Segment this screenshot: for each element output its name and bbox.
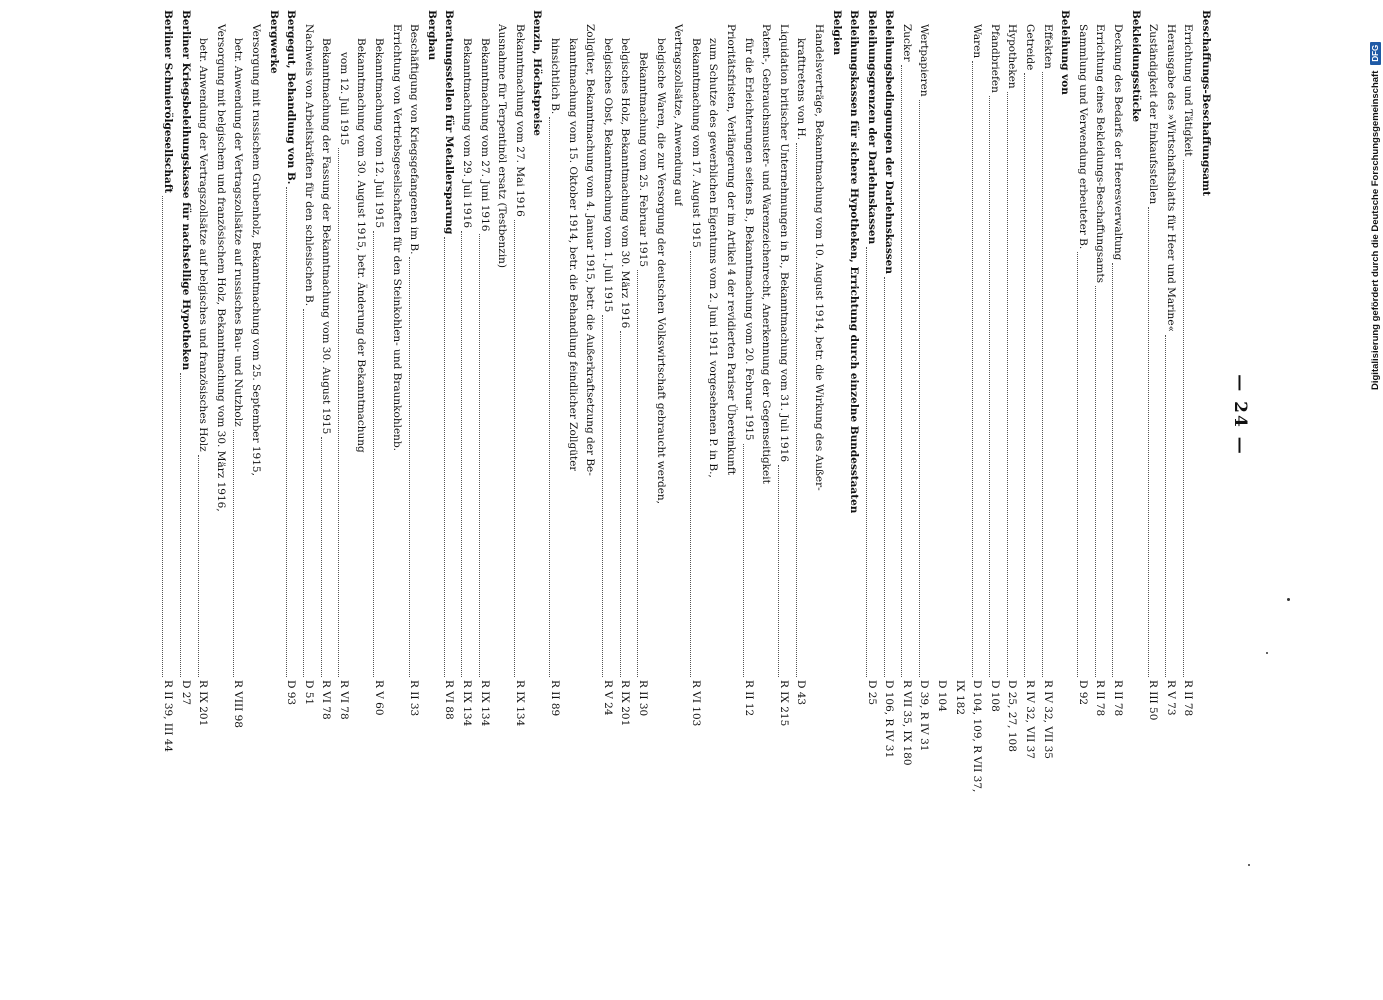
entry-reference: D 25, 27, 108 <box>1006 680 1019 752</box>
entry-term: Berliner Kriegsbeleihungskasse für nachstellige Hypotheken <box>179 10 192 371</box>
leader-dots <box>743 444 744 677</box>
entry-term: Nachweis von Arbeitskräften für den schlesischen B. <box>302 24 315 307</box>
entry-reference: R II 30 <box>637 680 649 717</box>
entry-reference: D 25 <box>865 680 878 706</box>
digitization-credit <box>1364 10 1383 390</box>
index-entry <box>405 10 423 820</box>
entry-reference: R II 33 <box>408 680 421 717</box>
leader-dots <box>444 237 445 677</box>
index-entry <box>915 10 933 820</box>
index-entry <box>845 10 863 820</box>
leader-dots <box>286 187 287 677</box>
entry-reference: R VI 88 <box>443 680 456 720</box>
leader-dots <box>690 251 691 677</box>
leader-dots <box>796 143 797 677</box>
entry-reference: R V 24 <box>601 680 614 716</box>
entry-reference: R II 78 <box>1094 680 1107 717</box>
index-entry <box>633 10 651 820</box>
rotated-index-sheet <box>110 10 1250 820</box>
index-entry <box>282 10 300 820</box>
entry-reference: IX 182 <box>953 680 966 716</box>
index-entry <box>387 10 405 820</box>
leader-dots <box>549 117 550 677</box>
index-entry <box>528 10 546 820</box>
leader-dots <box>901 65 902 677</box>
entry-reference: D 108 <box>988 680 1001 712</box>
entry-term: betr. Anwendung der Vertragszollsätze auf belgisches und französisches Holz <box>197 38 210 452</box>
leader-dots <box>514 220 515 677</box>
index-entry <box>774 10 792 820</box>
entry-term: Bekanntmachung vom 30. August 1915, betr. Änderung der Bekanntmachung <box>355 38 368 453</box>
entry-term: Wertpapieren <box>918 24 931 97</box>
entry-term: Bekanntmachung vom 27. Juni 1916 <box>478 38 491 232</box>
leader-dots <box>374 231 375 677</box>
entry-term: Beschaffungs-Beschaffungsamt <box>1200 10 1212 196</box>
entry-term: vom 12. Juli 1915 <box>337 52 350 146</box>
entry-term: Zuständigkeit der Einkaufsstellen <box>1147 24 1160 205</box>
leader-dots <box>866 247 867 677</box>
entry-term: Errichtung eines Bekleidungs-Beschaffungsamts <box>1094 24 1107 284</box>
index-entry <box>739 10 757 820</box>
leader-dots <box>778 465 779 677</box>
index-entry <box>616 10 634 820</box>
entry-term: Patent-, Gebrauchsmuster- und Warenzeichenrecht, Anerkennung der Gegenseitigkeit <box>760 24 773 484</box>
index-entry <box>211 10 229 820</box>
entry-reference: R IV 32, VII 37 <box>1024 680 1037 759</box>
index-entry <box>897 10 915 820</box>
index-entry <box>1179 10 1197 820</box>
entry-reference: D 39, R IV 31 <box>918 680 931 752</box>
index-entry <box>827 10 845 820</box>
index-entry <box>1126 10 1144 820</box>
index-entry <box>792 10 810 820</box>
entry-term: Beratungsstellen für Metallersparung <box>443 10 456 235</box>
index-entry <box>1144 10 1162 820</box>
index-entry <box>1038 10 1056 820</box>
entry-term: für die Erleichterungen seitens B., Bekanntmachung vom 20. Februar 1915 <box>742 38 755 441</box>
entry-term: Beleihungsbedingungen der Darlehnskassen <box>883 10 896 274</box>
index-entries <box>158 10 1214 820</box>
index-entry <box>669 10 687 820</box>
entry-reference: D 93 <box>285 680 298 706</box>
index-entry <box>809 10 827 820</box>
entry-reference: R II 12 <box>742 680 755 717</box>
entry-reference: R II 78 <box>1182 680 1195 717</box>
entry-term: Benzin, Höchstpreise <box>531 10 544 136</box>
entry-reference: R IX 134 <box>461 680 474 727</box>
entry-term: betr. Anwendung der Vertragszollsätze auf russisches Bau- und Nutzholz <box>232 38 245 427</box>
index-entry <box>264 10 282 820</box>
leader-dots <box>303 309 304 677</box>
index-entry <box>1108 10 1126 820</box>
entry-term: krafttretens von H. <box>795 38 808 140</box>
entry-reference: D 43 <box>795 680 808 706</box>
entry-reference: D 104 <box>936 680 949 712</box>
entry-reference: R V 60 <box>373 680 386 716</box>
index-entry <box>1073 10 1091 820</box>
entry-reference: R II 78 <box>1112 680 1125 717</box>
entry-reference: D 104, 109, R VII 37, <box>971 680 984 793</box>
entry-term: belgisches Obst, Bekanntmachung vom 1. Juli 1915 <box>601 38 614 313</box>
leader-dots <box>1042 72 1043 677</box>
index-entry <box>158 10 176 820</box>
index-entry <box>422 10 440 820</box>
entry-reference: R VI 103 <box>689 680 702 727</box>
entry-term: Bekanntmachung vom 27. Mai 1916 <box>513 24 526 217</box>
entry-reference: R II 89 <box>549 680 562 717</box>
entry-term: Beleihungsgrenzen der Darlehnskassen <box>865 10 878 245</box>
index-entry <box>757 10 775 820</box>
index-entry <box>704 10 722 820</box>
entry-reference: R IX 134 <box>478 680 491 727</box>
index-entry <box>334 10 352 820</box>
leader-dots <box>1112 263 1113 677</box>
entry-term: Herausgabe des »Wirtschaftsblatts für Heer und Marine« <box>1164 24 1177 332</box>
index-entry <box>581 10 599 820</box>
index-entry <box>950 10 968 820</box>
entry-term: Hypotheken <box>1006 24 1019 89</box>
entry-term: Belgien <box>830 10 843 56</box>
index-entry <box>1020 10 1038 820</box>
leader-dots <box>461 231 462 677</box>
index-entry <box>563 10 581 820</box>
entry-term: Zucker <box>900 24 913 62</box>
index-entry <box>440 10 458 820</box>
entry-term: Bekanntmachung vom 29. Juli 1916 <box>461 38 474 229</box>
entry-term: Errichtung von Vertriebsgesellschaften für den Steinkohlen- und Braunkohlenb. <box>390 24 403 451</box>
entry-term: Bekanntmachung vom 25. Februar 1915 <box>637 52 649 268</box>
index-entry <box>721 10 739 820</box>
index-entry <box>475 10 493 820</box>
leader-dots <box>637 270 638 677</box>
page-number: — 24 — <box>1230 374 1250 456</box>
index-entry <box>299 10 317 820</box>
entry-term: Zollgüter, Bekanntmachung vom 4. Januar 1915, betr. die Außerkraftsetzung der Be- <box>584 24 597 476</box>
index-entry <box>1161 10 1179 820</box>
entry-term: Pfandbriefen <box>988 24 1001 93</box>
entry-term: Prioritätsfristen, Verlängerung der im Artikel 4 der revidierten Pariser Übereinkunft <box>724 24 737 475</box>
leader-dots <box>198 455 199 677</box>
entry-term: Bekanntmachung der Fassung der Bekanntmachung vom 30. August 1915 <box>320 38 333 435</box>
dfg-logo-icon: DFG <box>1370 42 1381 65</box>
index-entry <box>1056 10 1074 820</box>
entry-term: Beleihungskassen für sichere Hypotheken, Errichtung durch einzelne Bundesstaaten <box>848 10 861 514</box>
leader-dots <box>162 196 163 677</box>
leader-dots <box>1007 92 1008 677</box>
leader-dots <box>972 61 973 677</box>
entry-term: Waren <box>971 24 984 59</box>
index-entry <box>1003 10 1021 820</box>
entry-reference: D 92 <box>1076 680 1089 706</box>
entry-reference: R IX 201 <box>619 680 632 727</box>
entry-term: Bergwerke <box>267 10 280 74</box>
index-entry <box>862 10 880 820</box>
index-entry <box>651 10 669 820</box>
entry-reference: D 106, R IV 31 <box>883 680 896 759</box>
leader-dots <box>1148 207 1149 677</box>
index-entry <box>598 10 616 820</box>
index-entry <box>985 10 1003 820</box>
index-entry <box>968 10 986 820</box>
entry-term: Beschäftigung von Kriegsgefangenen im B. <box>408 24 421 255</box>
entry-term: Liquidation britischer Unternehmungen in B., Bekanntmachung vom 31. Juli 1916 <box>777 24 790 463</box>
entry-reference: R IV 32, VII 35 <box>1041 680 1054 759</box>
entry-reference: R VII 35, IX 180 <box>900 680 913 766</box>
index-entry <box>493 10 511 820</box>
entry-term: belgische Waren, die zur Versorgung der deutschen Volkswirtschaft gebraucht werden, <box>654 38 667 505</box>
entry-term: Sammlung und Verwendung erbeuteter B. <box>1076 24 1089 250</box>
entry-term: belgisches Holz, Bekanntmachung vom 30. März 1916 <box>619 38 632 329</box>
leader-dots <box>1165 335 1166 677</box>
entry-term: Errichtung und Tätigkeit <box>1182 24 1195 157</box>
scan-speck <box>1287 598 1290 601</box>
entry-reference: R III 50 <box>1147 680 1160 721</box>
entry-reference: R VI 78 <box>320 680 333 720</box>
index-entry <box>686 10 704 820</box>
index-entry <box>510 10 528 820</box>
entry-term: Berliner Schmierölgesellschaft <box>161 10 174 194</box>
index-entry <box>352 10 370 820</box>
entry-term: Handelsverträge, Bekanntmachung vom 10. August 1914, betr. die Wirkung des Außer- <box>812 24 825 491</box>
entry-reference: R VI 78 <box>337 680 350 720</box>
entry-reference: R V 73 <box>1164 680 1177 716</box>
entry-reference: R IX 215 <box>777 680 790 727</box>
leader-dots <box>409 257 410 677</box>
leader-dots <box>1183 160 1184 677</box>
scan-speck <box>1266 652 1268 654</box>
leader-dots <box>321 437 322 677</box>
leader-dots <box>233 430 234 677</box>
entry-term: Vertragszollsätze, Anwendung auf <box>672 24 685 206</box>
leader-dots <box>989 96 990 677</box>
entry-term: Bekleidungsstücke <box>1129 10 1142 123</box>
index-sheet <box>110 10 1250 820</box>
entry-term: hinsichtlich B. <box>549 38 562 115</box>
entry-reference: R IX 134 <box>513 680 526 727</box>
leader-dots <box>602 315 603 677</box>
entry-term: Versorgung mit russischem Grubenholz, Bekanntmachung vom 25. September 1915, <box>249 24 262 476</box>
entry-term: Bergbau <box>425 10 438 61</box>
entry-term: Bekanntmachung vom 12. Juli 1915 <box>373 38 386 229</box>
index-entry <box>176 10 194 820</box>
entry-reference: R VIII 98 <box>232 680 245 728</box>
entry-reference: R II 39, III 44 <box>161 680 174 753</box>
entry-term: Effekten <box>1041 24 1054 69</box>
leader-dots <box>338 148 339 677</box>
index-entry <box>370 10 388 820</box>
index-entry <box>1196 10 1214 820</box>
leader-dots <box>1095 286 1096 677</box>
index-entry <box>194 10 212 820</box>
entry-reference: R IX 201 <box>197 680 210 727</box>
entry-term: Beleihung von <box>1059 10 1072 95</box>
entry-term: Bekanntmachung vom 17. August 1915 <box>689 38 702 248</box>
index-entry <box>229 10 247 820</box>
entry-term: kanntmachung vom 15. Oktober 1914, betr. die Behandlung feindlicher Zollgüter <box>566 38 579 472</box>
index-entry <box>1091 10 1109 820</box>
leader-dots <box>1077 252 1078 677</box>
leader-dots <box>479 234 480 677</box>
entry-term: zum Schutze des gewerblichen Eigentums vom 2. Juni 1911 vorgesehenen P. in B., <box>707 38 720 478</box>
leader-dots <box>620 331 621 677</box>
index-entry <box>933 10 951 820</box>
index-entry <box>880 10 898 820</box>
entry-term: Getreide <box>1024 24 1037 71</box>
entry-term: Versorgung mit belgischem und französischem Holz, Bekanntmachung vom 30. März 1916, <box>214 24 227 512</box>
entry-reference: D 51 <box>302 680 315 706</box>
index-entry <box>317 10 335 820</box>
scan-speck <box>1248 864 1250 866</box>
credit-text: Digitalisierung gefördert durch die Deutsche Forschungsgemeinschaft <box>1369 70 1381 390</box>
entry-reference: D 27 <box>179 680 192 706</box>
entry-term: Ausnahme für Terpentinöl ersatz (Testbenzin) <box>496 24 509 269</box>
leader-dots <box>884 277 885 677</box>
leader-dots <box>919 100 920 677</box>
index-entry <box>545 10 563 820</box>
entry-term: Deckung des Bedarfs der Heeresverwaltung <box>1112 24 1125 261</box>
index-entry <box>246 10 264 820</box>
leader-dots <box>1024 73 1025 677</box>
index-entry <box>457 10 475 820</box>
entry-term: Bergegut, Behandlung von B. <box>285 10 298 185</box>
leader-dots <box>180 373 181 677</box>
